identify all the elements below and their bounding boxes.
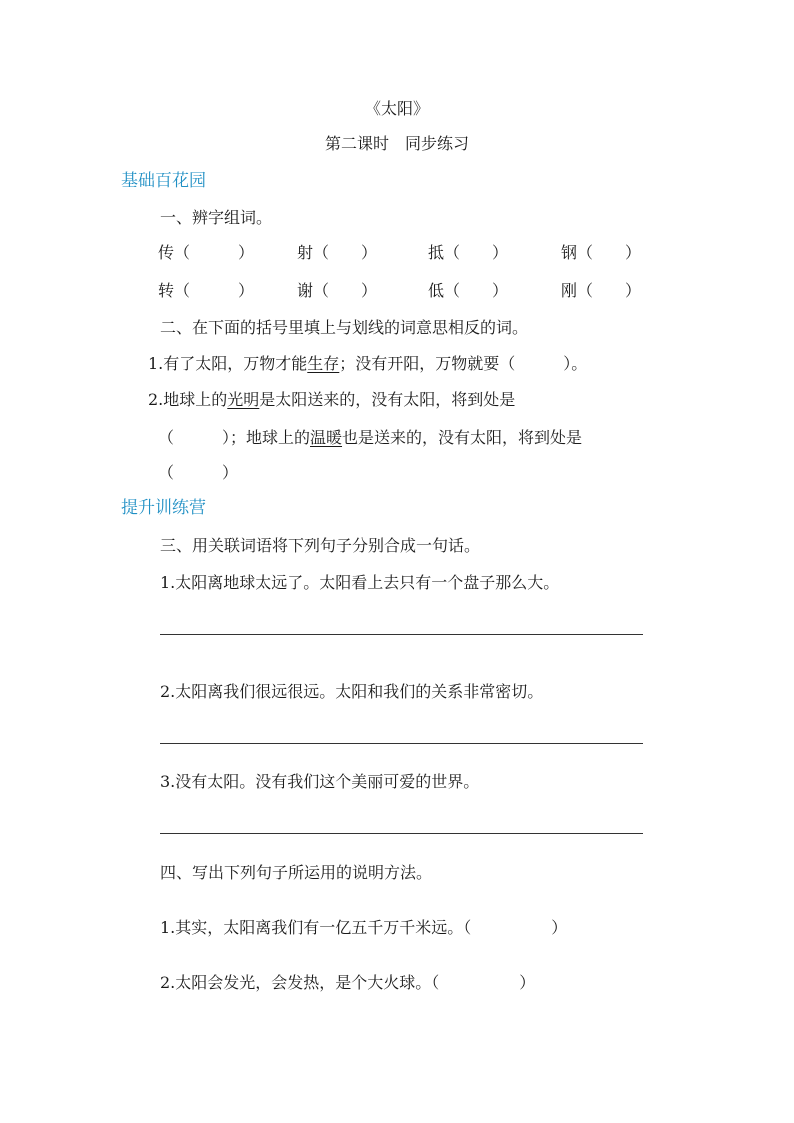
answer-line[interactable]: [160, 833, 643, 834]
question-3-item-3: 3.没有太阳。没有我们这个美丽可爱的世界。: [160, 772, 480, 791]
question-3-item-2: 2.太阳离我们很远很远。太阳和我们的关系非常密切。: [160, 682, 544, 701]
underlined-word: 生存: [307, 354, 340, 373]
char-item: 传（ ）: [158, 243, 255, 262]
underlined-word: 温暖: [310, 428, 343, 447]
char-item: 射（ ）: [297, 243, 378, 262]
question-3-prompt: 三、用关联词语将下列句子分别合成一句话。: [160, 536, 481, 555]
question-2-item-2: 2.地球上的光明是太阳送来的，没有太阳，将到处是: [148, 390, 516, 409]
question-4-prompt: 四、写出下列句子所运用的说明方法。: [160, 863, 433, 882]
question-4-item-2: 2.太阳会发光，会发热，是个大火球。（ ）: [160, 973, 536, 992]
char-item: 抵（ ）: [428, 243, 509, 262]
char-item: 钢（ ）: [561, 243, 642, 262]
answer-line[interactable]: [160, 634, 643, 635]
question-2-item-2-blank: （ ）: [158, 463, 239, 482]
page-subtitle: 第二课时 同步练习: [324, 134, 469, 153]
section-heading-basic: 基础百花园: [121, 171, 206, 191]
section-heading-advanced: 提升训练营: [121, 498, 206, 518]
question-1-prompt: 一、辨字组词。: [160, 208, 273, 227]
page-title: 《太阳》: [364, 99, 429, 118]
question-3-item-1: 1.太阳离地球太远了。太阳看上去只有一个盘子那么大。: [160, 573, 560, 592]
char-item: 谢（ ）: [297, 281, 378, 300]
underlined-word: 光明: [227, 390, 260, 409]
question-2-item-1: 1.有了太阳，万物才能生存；没有开阳，万物就要（ ）。: [148, 354, 588, 373]
char-item: 低（ ）: [428, 281, 509, 300]
char-item: 刚（ ）: [561, 281, 642, 300]
answer-line[interactable]: [160, 743, 643, 744]
question-2-prompt: 二、在下面的括号里填上与划线的词意思相反的词。: [160, 318, 529, 337]
char-item: 转（ ）: [158, 281, 255, 300]
question-2-item-2-cont: （ ）；地球上的温暖也是送来的，没有太阳，将到处是: [158, 428, 583, 447]
question-4-item-1: 1.其实，太阳离我们有一亿五千万千米远。（ ）: [160, 918, 568, 937]
